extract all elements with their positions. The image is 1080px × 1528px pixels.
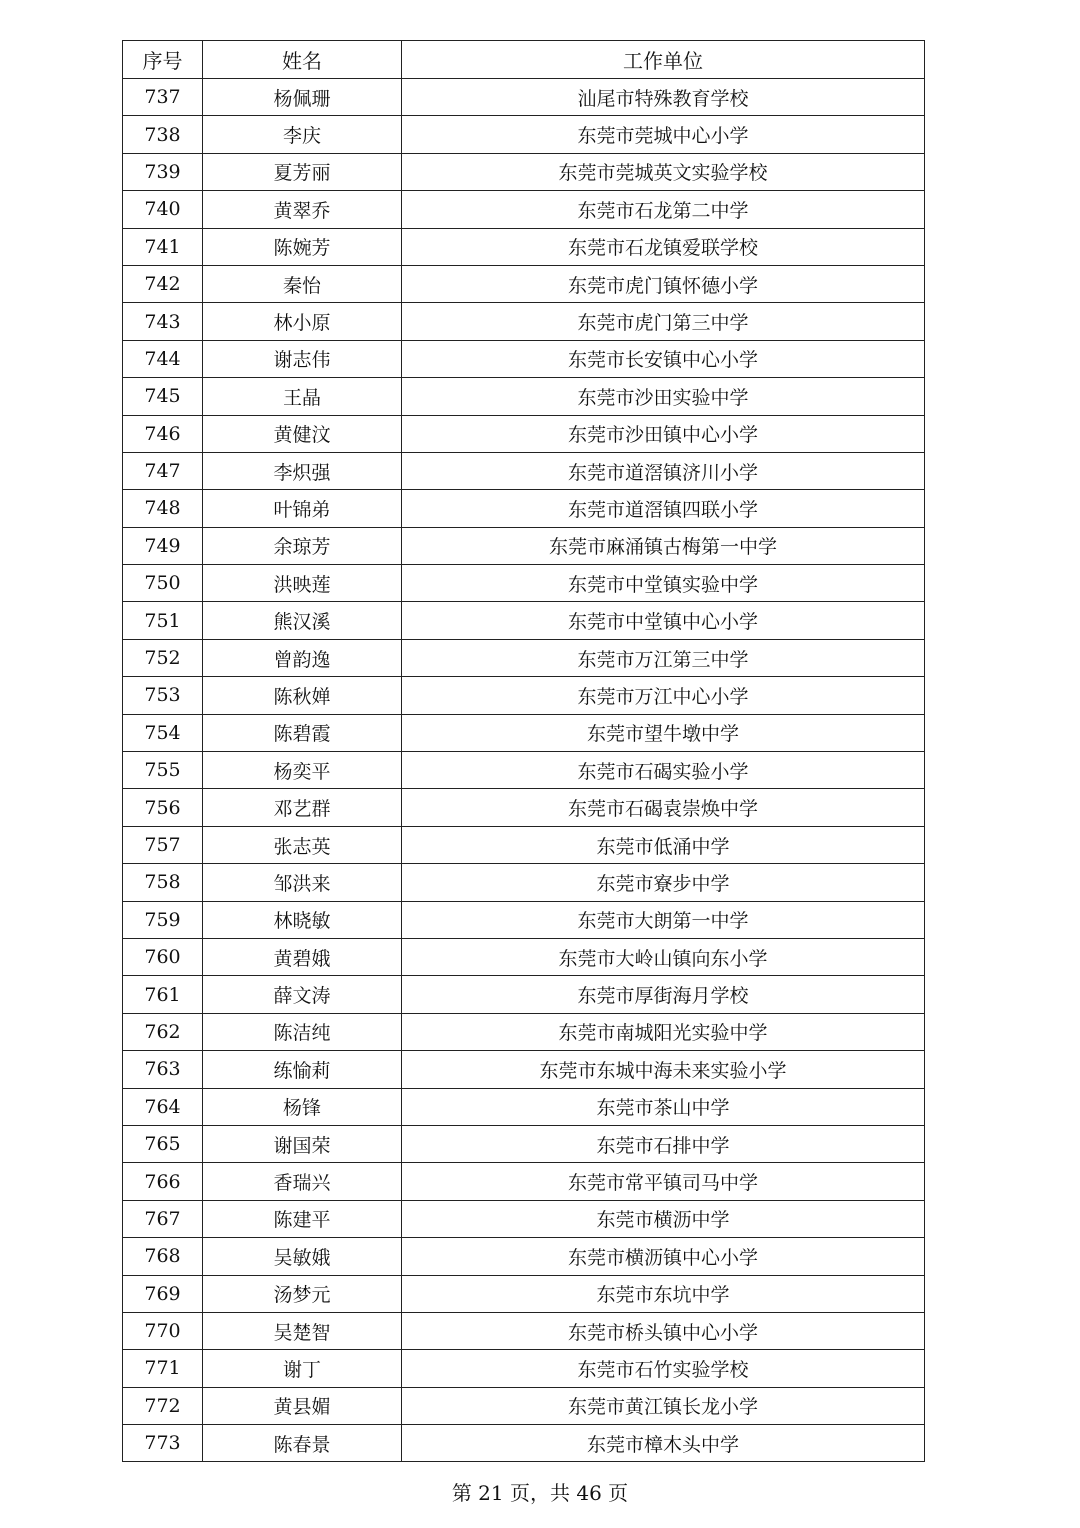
- row-workplace: 东莞市樟木头中学: [402, 1425, 925, 1462]
- row-name: 香瑞兴: [203, 1163, 402, 1200]
- row-workplace: 东莞市石碣袁崇焕中学: [402, 789, 925, 826]
- row-name: 叶锦弟: [203, 490, 402, 527]
- row-name: 黄碧娥: [203, 938, 402, 975]
- table-header: [123, 41, 925, 79]
- row-serial-number: 747: [123, 452, 203, 489]
- row-workplace: 东莞市石排中学: [402, 1125, 925, 1162]
- table-row: [123, 191, 925, 228]
- table-row: [123, 1238, 925, 1275]
- row-serial-number: 753: [123, 677, 203, 714]
- row-workplace: 东莞市横沥镇中心小学: [402, 1238, 925, 1275]
- row-workplace: 东莞市莞城英文实验学校: [402, 153, 925, 190]
- row-workplace: 东莞市东坑中学: [402, 1275, 925, 1312]
- row-name: 汤梦元: [203, 1275, 402, 1312]
- row-serial-number: 761: [123, 976, 203, 1013]
- row-serial-number: 741: [123, 228, 203, 265]
- row-name: 杨奕平: [203, 752, 402, 789]
- row-name: 林晓敏: [203, 901, 402, 938]
- table-row: [123, 901, 925, 938]
- table-row: [123, 938, 925, 975]
- row-workplace: 东莞市南城阳光实验中学: [402, 1013, 925, 1050]
- table-row: [123, 1425, 925, 1462]
- row-name: 夏芳丽: [203, 153, 402, 190]
- row-serial-number: 768: [123, 1238, 203, 1275]
- row-serial-number: 745: [123, 378, 203, 415]
- row-serial-number: 773: [123, 1425, 203, 1462]
- row-name: 练愉莉: [203, 1051, 402, 1088]
- row-serial-number: 759: [123, 901, 203, 938]
- row-name: 李炽强: [203, 452, 402, 489]
- row-serial-number: 757: [123, 826, 203, 863]
- row-serial-number: 772: [123, 1387, 203, 1424]
- row-serial-number: 755: [123, 752, 203, 789]
- row-name: 陈洁纯: [203, 1013, 402, 1050]
- table-row: [123, 415, 925, 452]
- row-name: 洪映莲: [203, 565, 402, 602]
- row-name: 邓艺群: [203, 789, 402, 826]
- row-serial-number: 760: [123, 938, 203, 975]
- row-workplace: 东莞市虎门第三中学: [402, 303, 925, 340]
- header-workplace: 工作单位: [402, 41, 925, 79]
- table-row: [123, 228, 925, 265]
- row-workplace: 东莞市大岭山镇向东小学: [402, 938, 925, 975]
- row-serial-number: 756: [123, 789, 203, 826]
- row-serial-number: 751: [123, 602, 203, 639]
- table-row: [123, 1163, 925, 1200]
- roster-sheet: [122, 40, 924, 1462]
- row-workplace: 东莞市黄江镇长龙小学: [402, 1387, 925, 1424]
- row-name: 李庆: [203, 116, 402, 153]
- row-serial-number: 744: [123, 340, 203, 377]
- row-serial-number: 766: [123, 1163, 203, 1200]
- row-workplace: 东莞市沙田实验中学: [402, 378, 925, 415]
- row-serial-number: 758: [123, 864, 203, 901]
- table-row: [123, 1350, 925, 1387]
- row-name: 吴楚智: [203, 1312, 402, 1349]
- header-serial-number: 序号: [123, 41, 203, 79]
- table-row: [123, 602, 925, 639]
- row-workplace: 东莞市常平镇司马中学: [402, 1163, 925, 1200]
- row-name: 陈春景: [203, 1425, 402, 1462]
- row-name: 黄健汶: [203, 415, 402, 452]
- row-workplace: 东莞市石碣实验小学: [402, 752, 925, 789]
- table-row: [123, 826, 925, 863]
- row-name: 杨佩珊: [203, 79, 402, 116]
- table-row: [123, 639, 925, 676]
- row-serial-number: 754: [123, 714, 203, 751]
- table-row: [123, 527, 925, 564]
- row-serial-number: 765: [123, 1125, 203, 1162]
- table-row: [123, 976, 925, 1013]
- row-workplace: 东莞市虎门镇怀德小学: [402, 265, 925, 302]
- table-row: [123, 490, 925, 527]
- row-name: 黄县媚: [203, 1387, 402, 1424]
- row-serial-number: 762: [123, 1013, 203, 1050]
- table-row: [123, 79, 925, 116]
- row-workplace: 东莞市沙田镇中心小学: [402, 415, 925, 452]
- row-workplace: 东莞市横沥中学: [402, 1200, 925, 1237]
- row-name: 谢志伟: [203, 340, 402, 377]
- row-serial-number: 748: [123, 490, 203, 527]
- table-row: [123, 752, 925, 789]
- table-row: [123, 677, 925, 714]
- row-serial-number: 769: [123, 1275, 203, 1312]
- table-row: [123, 116, 925, 153]
- roster-table: [122, 40, 925, 1462]
- table-row: [123, 565, 925, 602]
- row-name: 余琼芳: [203, 527, 402, 564]
- row-name: 陈婉芳: [203, 228, 402, 265]
- table-row: [123, 1312, 925, 1349]
- row-serial-number: 743: [123, 303, 203, 340]
- table-row: [123, 1275, 925, 1312]
- row-workplace: 东莞市低涌中学: [402, 826, 925, 863]
- table-row: [123, 1200, 925, 1237]
- row-workplace: 东莞市石竹实验学校: [402, 1350, 925, 1387]
- row-workplace: 东莞市长安镇中心小学: [402, 340, 925, 377]
- row-workplace: 东莞市寮步中学: [402, 864, 925, 901]
- row-serial-number: 742: [123, 265, 203, 302]
- table-body: [123, 79, 925, 1462]
- table-row: [123, 864, 925, 901]
- row-workplace: 东莞市道滘镇四联小学: [402, 490, 925, 527]
- row-workplace: 东莞市望牛墩中学: [402, 714, 925, 751]
- table-row: [123, 1088, 925, 1125]
- row-name: 陈碧霞: [203, 714, 402, 751]
- table-row: [123, 452, 925, 489]
- table-row: [123, 153, 925, 190]
- row-name: 王晶: [203, 378, 402, 415]
- row-name: 谢国荣: [203, 1125, 402, 1162]
- row-workplace: 东莞市道滘镇济川小学: [402, 452, 925, 489]
- row-name: 陈建平: [203, 1200, 402, 1237]
- row-workplace: 东莞市石龙镇爱联学校: [402, 228, 925, 265]
- row-workplace: 东莞市桥头镇中心小学: [402, 1312, 925, 1349]
- row-name: 张志英: [203, 826, 402, 863]
- row-serial-number: 740: [123, 191, 203, 228]
- row-workplace: 东莞市中堂镇实验中学: [402, 565, 925, 602]
- row-serial-number: 752: [123, 639, 203, 676]
- header-name: 姓名: [203, 41, 402, 79]
- row-serial-number: 764: [123, 1088, 203, 1125]
- row-workplace: 东莞市万江中心小学: [402, 677, 925, 714]
- row-workplace: 东莞市厚街海月学校: [402, 976, 925, 1013]
- row-serial-number: 737: [123, 79, 203, 116]
- row-name: 熊汉溪: [203, 602, 402, 639]
- row-workplace: 东莞市东城中海未来实验小学: [402, 1051, 925, 1088]
- row-name: 秦怡: [203, 265, 402, 302]
- row-workplace: 东莞市麻涌镇古梅第一中学: [402, 527, 925, 564]
- row-serial-number: 749: [123, 527, 203, 564]
- row-workplace: 东莞市万江第三中学: [402, 639, 925, 676]
- header-row: [123, 41, 925, 79]
- row-workplace: 东莞市石龙第二中学: [402, 191, 925, 228]
- table-row: [123, 789, 925, 826]
- row-name: 吴敏娥: [203, 1238, 402, 1275]
- row-workplace: 东莞市中堂镇中心小学: [402, 602, 925, 639]
- row-serial-number: 739: [123, 153, 203, 190]
- row-workplace: 汕尾市特殊教育学校: [402, 79, 925, 116]
- table-row: [123, 1125, 925, 1162]
- row-serial-number: 746: [123, 415, 203, 452]
- row-serial-number: 763: [123, 1051, 203, 1088]
- row-name: 陈秋婵: [203, 677, 402, 714]
- row-workplace: 东莞市大朗第一中学: [402, 901, 925, 938]
- row-serial-number: 738: [123, 116, 203, 153]
- table-row: [123, 1387, 925, 1424]
- table-row: [123, 303, 925, 340]
- table-row: [123, 378, 925, 415]
- row-name: 林小原: [203, 303, 402, 340]
- row-name: 黄翠乔: [203, 191, 402, 228]
- row-workplace: 东莞市莞城中心小学: [402, 116, 925, 153]
- table-row: [123, 265, 925, 302]
- table-row: [123, 714, 925, 751]
- row-name: 谢丁: [203, 1350, 402, 1387]
- row-serial-number: 767: [123, 1200, 203, 1237]
- page-footer: 第 21 页，共 46 页: [451, 1481, 629, 1505]
- row-name: 薛文涛: [203, 976, 402, 1013]
- row-name: 曾韵逸: [203, 639, 402, 676]
- row-name: 杨锋: [203, 1088, 402, 1125]
- row-serial-number: 770: [123, 1312, 203, 1349]
- row-serial-number: 750: [123, 565, 203, 602]
- table-row: [123, 340, 925, 377]
- table-row: [123, 1013, 925, 1050]
- row-serial-number: 771: [123, 1350, 203, 1387]
- row-workplace: 东莞市茶山中学: [402, 1088, 925, 1125]
- row-name: 邹洪来: [203, 864, 402, 901]
- table-row: [123, 1051, 925, 1088]
